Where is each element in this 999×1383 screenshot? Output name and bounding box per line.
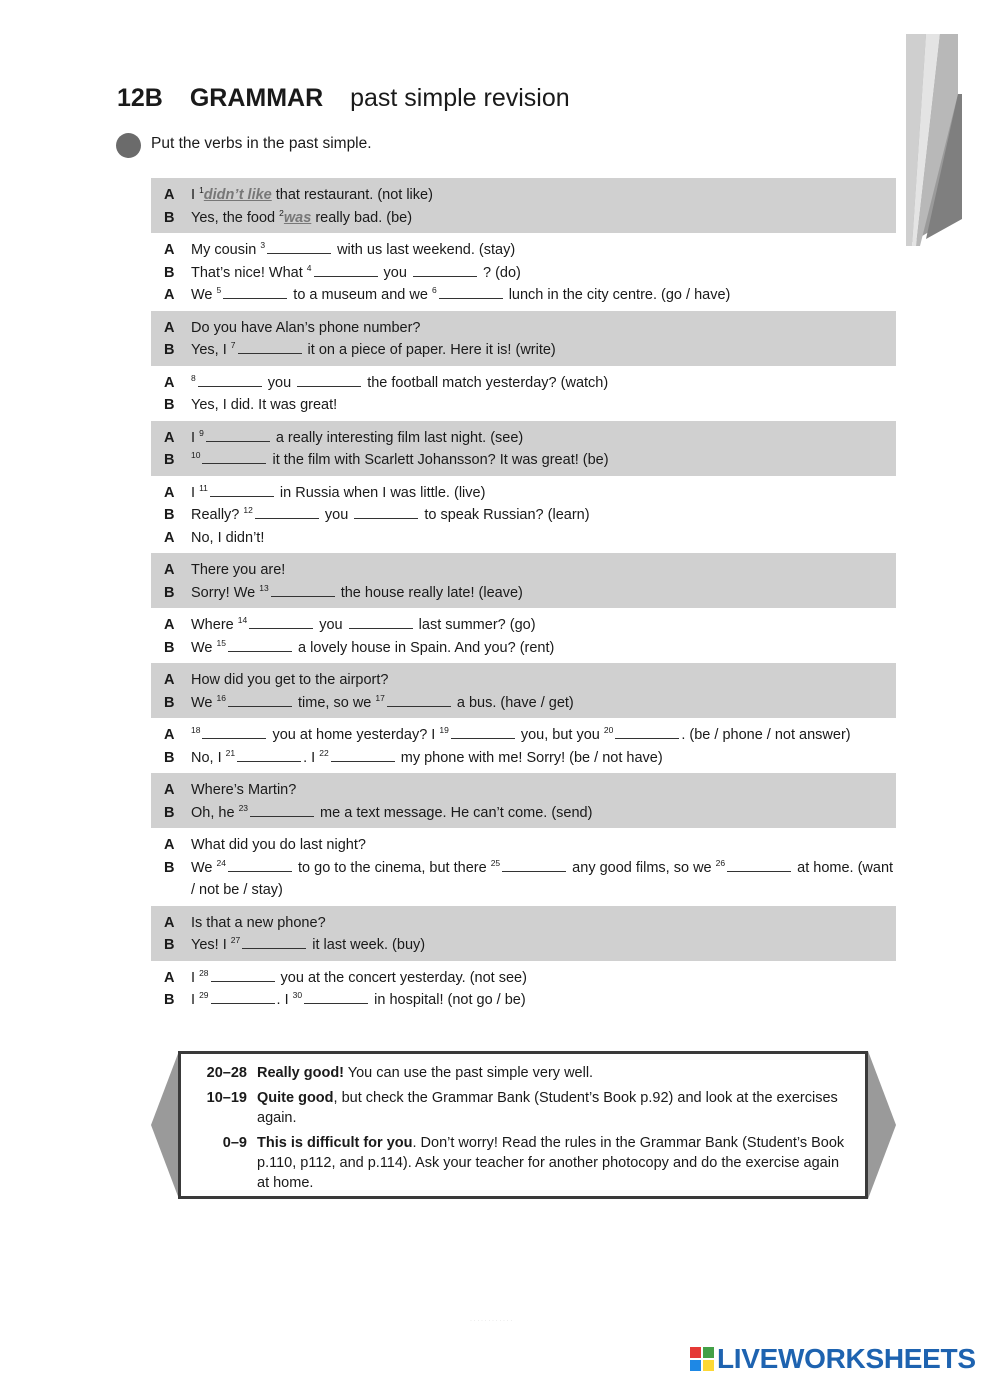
speaker-label: A [164, 562, 175, 578]
dialogue-7 [151, 553, 896, 608]
text-fragment: I [191, 429, 200, 446]
gap-number: 29 [199, 990, 209, 1000]
exercise-bullet [116, 133, 141, 158]
answer-blank[interactable] [228, 693, 292, 707]
answer-blank[interactable] [267, 240, 331, 254]
text-fragment: We [191, 859, 217, 876]
score-heading: Really good! [257, 1065, 345, 1081]
dialogue-line [151, 614, 896, 637]
answer-blank[interactable] [238, 340, 302, 354]
dialogue-14 [151, 961, 896, 1016]
line-text [191, 834, 896, 857]
dialogue-line [151, 317, 896, 340]
speaker-label: B [164, 507, 175, 523]
text-fragment: it last week. (buy) [308, 937, 426, 953]
line-text [191, 802, 896, 825]
score-text: , but check the Grammar Bank (Student’s Book p.92) and look at the exercises again. [257, 1090, 838, 1126]
text-fragment: We [191, 639, 217, 656]
speaker-label: B [164, 342, 175, 358]
dialogue-line [151, 582, 896, 605]
speaker-label: A [164, 969, 175, 986]
line-text [191, 967, 896, 990]
gap-number: 10 [191, 450, 201, 460]
answer-blank[interactable] [255, 505, 319, 519]
answer-blank[interactable] [304, 990, 368, 1004]
liveworksheets-logo [690, 1343, 976, 1375]
dialogue-line [151, 724, 896, 747]
answer-blank[interactable] [451, 725, 515, 739]
answer-blank[interactable] [271, 583, 335, 597]
text-fragment: a really interesting film last night. (see) [271, 429, 524, 446]
dialogue-line [151, 989, 896, 1012]
answer-blank[interactable] [297, 373, 361, 387]
text-fragment: Yes, the food [191, 209, 280, 226]
left-arrow-decoration [151, 1051, 179, 1199]
gap-number: 13 [259, 582, 269, 593]
line-text [191, 857, 896, 902]
text-fragment: Yes, I [191, 342, 231, 358]
answer-blank[interactable] [354, 505, 418, 519]
gap-number: 22 [319, 747, 329, 758]
speaker-label: B [164, 639, 175, 656]
text-fragment: you, but you [516, 727, 604, 743]
example-answer: was [283, 209, 312, 226]
dialogue-5 [151, 421, 896, 476]
line-text [191, 559, 896, 582]
speaker-label: A [164, 484, 175, 501]
text-fragment: Yes, I did. It was great! [191, 397, 338, 413]
text-fragment: . I [276, 992, 293, 1008]
gap-number: 18 [191, 725, 201, 735]
score-row [191, 1088, 853, 1128]
text-fragment: We [191, 694, 217, 711]
dialogue-line [151, 504, 896, 527]
text-fragment: I [191, 187, 200, 203]
line-text [191, 912, 896, 935]
line-text [191, 747, 896, 770]
text-fragment: you [315, 617, 347, 633]
speaker-label: B [164, 209, 175, 226]
speaker-label: B [164, 584, 175, 601]
dialogue-10 [151, 718, 896, 773]
right-arrow-decoration [868, 1051, 896, 1199]
line-text [191, 669, 896, 692]
answer-blank[interactable] [249, 615, 313, 629]
section-keyword: GRAMMAR [189, 84, 324, 112]
text-fragment: No, I [191, 749, 226, 766]
answer-blank[interactable] [413, 263, 477, 277]
text-fragment: my phone with me! Sorry! (be / not have) [396, 749, 663, 766]
text-fragment: you at the concert yesterday. (not see) [276, 969, 527, 986]
text-fragment: My cousin [191, 242, 261, 258]
answer-blank[interactable] [387, 693, 451, 707]
answer-blank[interactable] [331, 748, 395, 762]
dialogue-6 [151, 476, 896, 554]
speaker-label: B [164, 397, 175, 413]
gap-number: 15 [216, 637, 226, 648]
speaker-label: A [164, 242, 175, 258]
line-text [191, 207, 896, 230]
text-fragment: Where’s Martin? [191, 782, 297, 798]
dialogue-line [151, 427, 896, 450]
speaker-label: A [164, 319, 175, 336]
answer-blank[interactable] [242, 935, 306, 949]
speaker-label: B [164, 937, 175, 953]
answer-blank[interactable] [727, 858, 791, 872]
text-fragment: at home. (want / not be / stay) [191, 859, 898, 898]
text-fragment: with us last weekend. (stay) [333, 242, 516, 258]
speaker-label: B [164, 749, 175, 766]
dialogue-13 [151, 906, 896, 961]
speaker-label: A [164, 837, 175, 853]
score-range: 0–9 [222, 1135, 247, 1151]
score-row [191, 1133, 853, 1193]
text-fragment: I [191, 969, 200, 986]
score-row [191, 1063, 853, 1083]
dialogue-line [151, 637, 896, 660]
answer-blank[interactable] [211, 990, 275, 1004]
text-fragment: it on a piece of paper. Here it is! (write) [303, 342, 556, 358]
line-text [191, 262, 896, 285]
dialogue-9 [151, 663, 896, 718]
gap-number: 1 [199, 185, 204, 195]
dialogue-12 [151, 828, 896, 906]
footer-mark: · · · · · · · · · · · · [470, 1318, 513, 1324]
speaker-label: B [164, 992, 175, 1008]
text-fragment: the football match yesterday? (watch) [363, 374, 609, 391]
score-description [257, 1133, 853, 1193]
line-text [191, 339, 896, 362]
dialogue-line [151, 912, 896, 935]
answer-blank[interactable] [237, 748, 301, 762]
answer-blank[interactable] [615, 725, 679, 739]
answer-blank[interactable] [314, 263, 378, 277]
text-fragment: There you are! [191, 562, 286, 578]
dialogue-line [151, 559, 896, 582]
text-fragment: Yes! I [191, 937, 231, 953]
gap-number: 19 [439, 725, 449, 735]
text-fragment: We [191, 287, 217, 303]
text-fragment: you [263, 374, 296, 391]
text-fragment: a bus. (have / get) [452, 694, 574, 711]
text-fragment: Sorry! We [191, 584, 260, 601]
line-text [191, 394, 896, 417]
text-fragment: a lovely house in Spain. And you? (rent) [294, 639, 555, 656]
line-text [191, 989, 896, 1012]
text-fragment: ? (do) [478, 264, 521, 281]
score-heading: This is difficult for you [257, 1135, 413, 1151]
dialogue-line [151, 449, 896, 472]
line-text [191, 449, 896, 472]
score-text: . Don’t worry! Read the rules in the Grammar Bank (Student’s Book p.110, p112, and p.114). Ask your teacher for another photocopy and do the exercise again at home. [257, 1135, 845, 1191]
gap-number: 5 [216, 285, 222, 295]
line-text [191, 427, 896, 450]
answer-blank[interactable] [202, 450, 266, 464]
speaker-label: A [164, 672, 175, 688]
answer-blank[interactable] [206, 428, 270, 442]
line-text [191, 779, 896, 802]
text-fragment: Where [191, 617, 238, 633]
line-text [191, 582, 896, 605]
speaker-label: B [164, 804, 175, 821]
line-text [191, 239, 896, 262]
dialogue-line [151, 284, 896, 307]
dialogue-line [151, 482, 896, 505]
line-text [191, 637, 896, 660]
text-fragment: you [320, 507, 353, 523]
text-fragment: How did you get to the airport? [191, 672, 389, 688]
corner-decoration [906, 34, 966, 246]
text-fragment: Oh, he [191, 804, 239, 821]
text-fragment: Do you have Alan’s phone number? [191, 319, 421, 336]
dialogue-line [151, 239, 896, 262]
answer-blank[interactable] [228, 638, 292, 652]
dialogue-line [151, 802, 896, 825]
answer-blank[interactable] [223, 285, 287, 299]
gap-number: 23 [238, 802, 249, 813]
text-fragment: time, so we [294, 694, 376, 711]
dialogue-line [151, 184, 896, 207]
gap-number: 21 [225, 747, 236, 758]
gap-number: 14 [237, 615, 248, 625]
speaker-label: A [164, 287, 175, 303]
logo-text: LIVEWORKSHEETS [717, 1343, 976, 1374]
speaker-label: A [164, 782, 175, 798]
example-answer: didn’t like [203, 187, 272, 203]
answer-blank[interactable] [439, 285, 503, 299]
dialogue-line [151, 339, 896, 362]
line-text [191, 184, 896, 207]
text-fragment: Is that a new phone? [191, 914, 326, 931]
dialogue-2 [151, 233, 896, 311]
dialogue-4 [151, 366, 896, 421]
text-fragment: Really? [191, 507, 244, 523]
page-title [117, 84, 570, 113]
answer-blank[interactable] [211, 968, 275, 982]
dialogue-line [151, 262, 896, 285]
answer-blank[interactable] [198, 373, 262, 387]
instruction: Put the verbs in the past simple. [151, 135, 372, 152]
text-fragment: you at home yesterday? I [268, 727, 440, 743]
score-range: 10–19 [206, 1090, 247, 1106]
text-fragment: me a text message. He can’t come. (send) [316, 804, 593, 821]
score-text: You can use the past simple very well. [344, 1065, 594, 1081]
speaker-label: B [164, 694, 175, 711]
text-fragment: . (be / phone / not answer) [681, 727, 851, 743]
dialogue-line [151, 394, 896, 417]
speaker-label: A [164, 914, 175, 931]
answer-blank[interactable] [202, 725, 266, 739]
score-heading: Quite good [257, 1090, 334, 1106]
gap-number: 17 [375, 692, 385, 703]
line-text [191, 724, 896, 747]
dialogue-line [151, 857, 896, 902]
line-text [191, 692, 896, 715]
text-fragment: the house really late! (leave) [336, 584, 523, 601]
section-subtitle: past simple revision [350, 84, 570, 112]
gap-number: 2 [279, 207, 284, 218]
text-fragment: What did you do last night? [191, 837, 366, 853]
dialogue-line [151, 372, 896, 395]
dialogue-line [151, 967, 896, 990]
dialogue-line [151, 669, 896, 692]
line-text [191, 482, 896, 505]
speaker-label: A [164, 429, 175, 446]
text-fragment: to go to the cinema, but there [294, 859, 491, 876]
text-fragment: really bad. (be) [311, 209, 413, 226]
text-fragment: that restaurant. (not like) [271, 187, 433, 203]
gap-number: 11 [199, 482, 208, 493]
speaker-label: A [164, 617, 175, 633]
dialogue-line [151, 747, 896, 770]
score-description [257, 1088, 853, 1128]
dialogue-8 [151, 608, 896, 663]
answer-blank[interactable] [349, 615, 413, 629]
text-fragment: in Russia when I was little. (live) [275, 484, 486, 501]
text-fragment: I [191, 484, 200, 501]
line-text [191, 317, 896, 340]
dialogue-line [151, 207, 896, 230]
logo-grid-icon [690, 1347, 714, 1371]
speaker-label: B [164, 859, 175, 876]
line-text [191, 504, 896, 527]
score-range: 20–28 [206, 1065, 247, 1081]
score-description [257, 1063, 853, 1083]
dialogue-list [151, 178, 896, 1016]
speaker-label: A [164, 374, 175, 391]
gap-number: 3 [260, 240, 266, 250]
score-box [178, 1051, 868, 1199]
text-fragment: lunch in the city centre. (go / have) [504, 287, 731, 303]
dialogue-line [151, 692, 896, 715]
gap-number: 4 [306, 262, 312, 273]
speaker-label: B [164, 452, 175, 468]
answer-blank[interactable] [210, 483, 274, 497]
gap-number: 24 [216, 857, 226, 868]
text-fragment: it the film with Scarlett Johansson? It was great! (be) [268, 452, 609, 468]
text-fragment: to speak Russian? (learn) [420, 507, 590, 523]
gap-number: 20 [603, 725, 614, 735]
answer-blank[interactable] [250, 803, 314, 817]
text-fragment: That’s nice! What [191, 264, 307, 281]
dialogue-3 [151, 311, 896, 366]
gap-number: 27 [230, 935, 241, 945]
speaker-label: A [164, 727, 175, 743]
gap-number: 30 [292, 990, 303, 1000]
text-fragment: No, I didn’t! [191, 529, 265, 546]
line-text [191, 614, 896, 637]
line-text [191, 284, 896, 307]
text-fragment: you [379, 264, 411, 281]
gap-number: 7 [230, 340, 236, 350]
text-fragment: any good films, so we [568, 859, 716, 876]
gap-number: 25 [490, 857, 501, 868]
unit-code: 12B [117, 84, 163, 112]
line-text [191, 372, 896, 395]
gap-number: 28 [199, 967, 209, 978]
dialogue-line [151, 934, 896, 957]
speaker-label: A [164, 187, 175, 203]
dialogue-line [151, 779, 896, 802]
text-fragment: in hospital! (not go / be) [370, 992, 526, 1008]
line-text [191, 934, 896, 957]
gap-number: 6 [431, 285, 437, 295]
gap-number: 16 [216, 692, 226, 703]
text-fragment: to a museum and we [289, 287, 432, 303]
text-fragment: . I [303, 749, 320, 766]
dialogue-line [151, 527, 896, 550]
speaker-label: A [164, 529, 175, 546]
text-fragment: I [191, 992, 200, 1008]
line-text [191, 527, 896, 550]
gap-number: 26 [715, 857, 726, 868]
text-fragment: last summer? (go) [414, 617, 536, 633]
dialogue-1 [151, 178, 896, 233]
dialogue-line [151, 834, 896, 857]
gap-number: 12 [243, 505, 253, 515]
speaker-label: B [164, 264, 175, 281]
answer-blank[interactable] [502, 858, 566, 872]
gap-number: 9 [199, 427, 204, 438]
answer-blank[interactable] [228, 858, 292, 872]
gap-number: 8 [191, 372, 196, 383]
dialogue-11 [151, 773, 896, 828]
